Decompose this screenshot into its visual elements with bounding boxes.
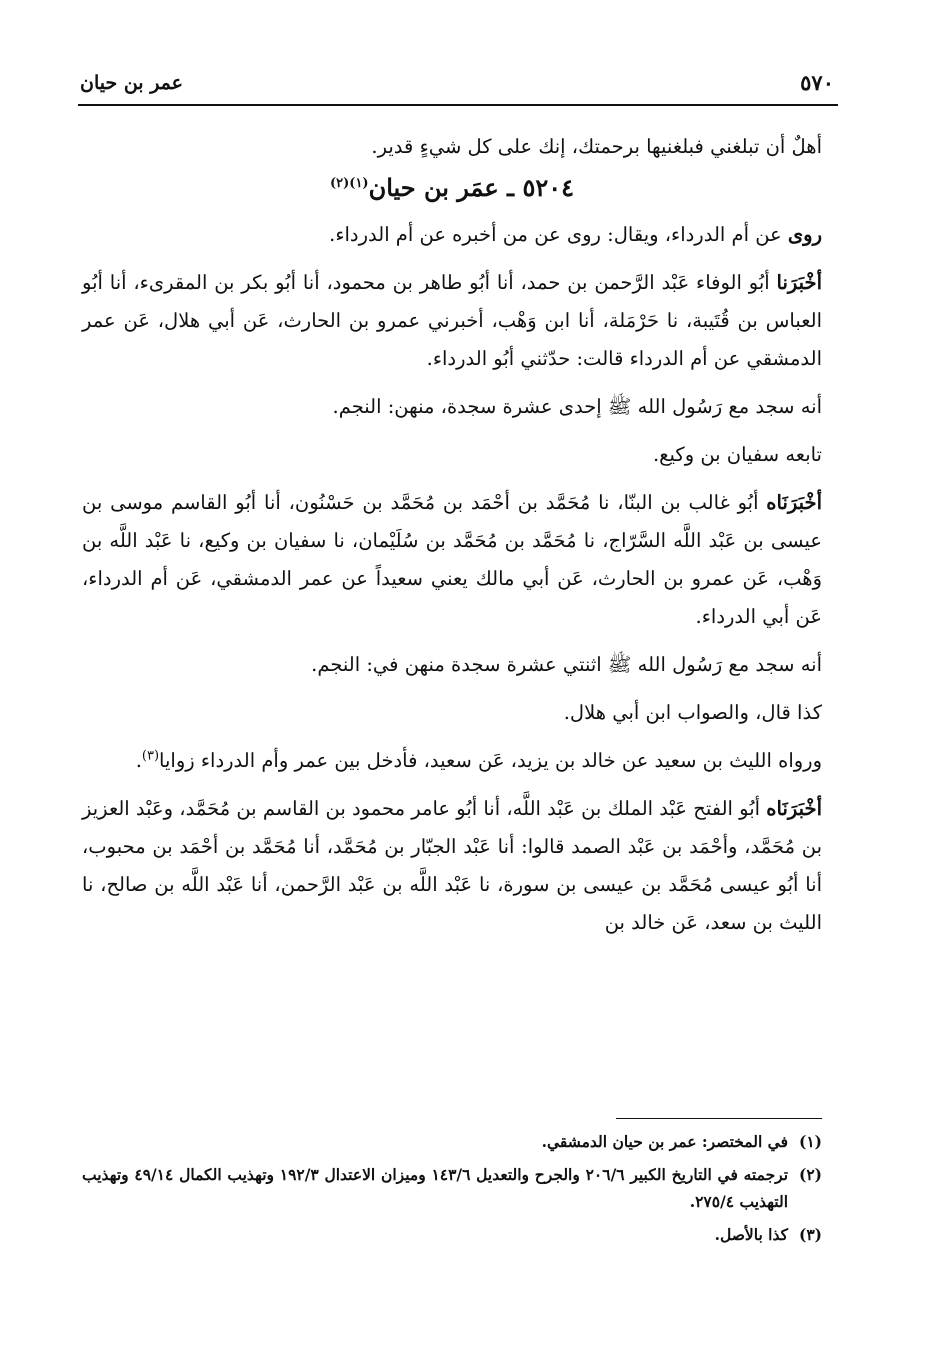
paragraph-isnad-3 (82, 790, 822, 942)
paragraph-text: ورواه الليث بن سعيد عن خالد بن يزيد، عَن سعيد، فأدخل بين عمر وأم الدرداء زوايا (159, 749, 822, 772)
paragraph-narration (82, 216, 822, 254)
paragraph-remark: كذا قال، والصواب ابن أبي هلال. (563, 701, 822, 724)
paragraph-lead-word: أخْبَرَنا (776, 271, 822, 294)
paragraph-follow: تابعه سفيان بن وكيع. (652, 443, 822, 466)
paragraph-text: أبُو الفتح عَبْد الملك بن عَبْد اللَّه، أنا أبُو عامر محمود بن القاسم بن مُحَمَّد، وعَبْد العزيز بن مُحَمَّد، وأحْمَد بن عَبْد الصمد قالوا: أنا عَبْد الجبّار بن مُحَمَّد، أنا مُحَمَّد بن أحْمَد بن محبوب، أنا أبُو عيسى مُحَمَّد بن عيسى بن سورة، نا عَبْد اللَّه بن عَبْد الرَّحمن، أنا عَبْد اللَّه بن صالح، نا الليث بن سعد، عَن خالد بن (82, 797, 822, 934)
footnote-rule (616, 1118, 822, 1119)
footnote-ref: (٣) (141, 748, 160, 764)
footnote-number: (١) (798, 1132, 822, 1151)
page-number: ٥٧٠ (800, 70, 834, 95)
paragraph-hadith-1: أنه سجد مع رَسُول الله ﷺ إحدى عشرة سجدة، منهن: النجم. (332, 395, 822, 418)
footnote-number: (٣) (798, 1225, 822, 1244)
footnote-text: في المختصر: عمر بن حيان الدمشقي. (541, 1132, 788, 1151)
footnotes (82, 1128, 822, 1254)
entry-title-footnote-refs: (١)(٢) (329, 176, 369, 191)
paragraph-text: عن أم الدرداء، ويقال: روى عن من أخبره عن أم الدرداء. (329, 223, 788, 246)
paragraph-lead-word: روى (787, 223, 822, 246)
footnote-item (82, 1221, 822, 1248)
paragraph-variant (82, 742, 822, 780)
paragraph-lead-word: أخْبَرَنَاه (766, 797, 822, 820)
paragraph-lead-word: أخْبَرَنَاه (766, 491, 822, 514)
footnote-item (82, 1161, 822, 1215)
paragraph-text: أبُو غالب بن البنّا، نا مُحَمَّد بن أحْمَد بن مُحَمَّد بن حَسْنُون، أنا أبُو القاسم موسى بن عيسى بن عَبْد اللَّه السَّرّاج، نا مُحَمَّد بن مُحَمَّد بن سُلَيْمان، نا سفيان بن وكيع، نا عَبْد اللَّه بن وَهْب، عَن عمرو بن الحارث، عَن أبي مالك يعني سعيداً عن عمر الدمشقي، عَن أم الدرداء، عَن أبي الدرداء. (82, 491, 822, 628)
page-header (80, 66, 834, 106)
running-title: عمر بن حيان (80, 72, 184, 94)
footnote-number: (٢) (798, 1165, 822, 1184)
entry-title (82, 168, 822, 208)
footnote-item (82, 1128, 822, 1155)
opening-line: أهلٌ أن تبلغني فبلغنيها برحمتك، إنك على كل شيءٍ قدير. (371, 135, 822, 158)
entry-title-text: ٥٢٠٤ ـ عمَر بن حيان (368, 173, 574, 202)
footnote-text: ترجمته في التاريخ الكبير ٢٠٦/٦ والجرح والتعديل ١٤٣/٦ وميزان الاعتدال ١٩٢/٣ وتهذيب الكمال ٤٩/١٤ وتهذيب التهذيب ٢٧٥/٤. (82, 1165, 789, 1211)
paragraph-isnad-2 (82, 484, 822, 636)
paragraph-isnad-1 (82, 264, 822, 378)
header-rule (78, 104, 838, 106)
paragraph-hadith-2: أنه سجد مع رَسُول الله ﷺ اثنتي عشرة سجدة منهن في: النجم. (311, 653, 822, 676)
footnote-text: كذا بالأصل. (714, 1225, 788, 1244)
main-text (82, 128, 822, 942)
paragraph-text: أبُو الوفاء عَبْد الرَّحمن بن حمد، أنا أبُو طاهر بن محمود، أنا أبُو بكر بن المقرىء، أنا أبُو العباس بن قُتَيبة، نا حَرْمَلة، أنا ابن وَهْب، أخبرني عمرو بن الحارث، عَن أبي هلال، عَن عمر الدمشقي عن أم الدرداء قالت: حدّثني أبُو الدرداء. (82, 271, 822, 370)
paragraph-end: . (135, 749, 142, 772)
